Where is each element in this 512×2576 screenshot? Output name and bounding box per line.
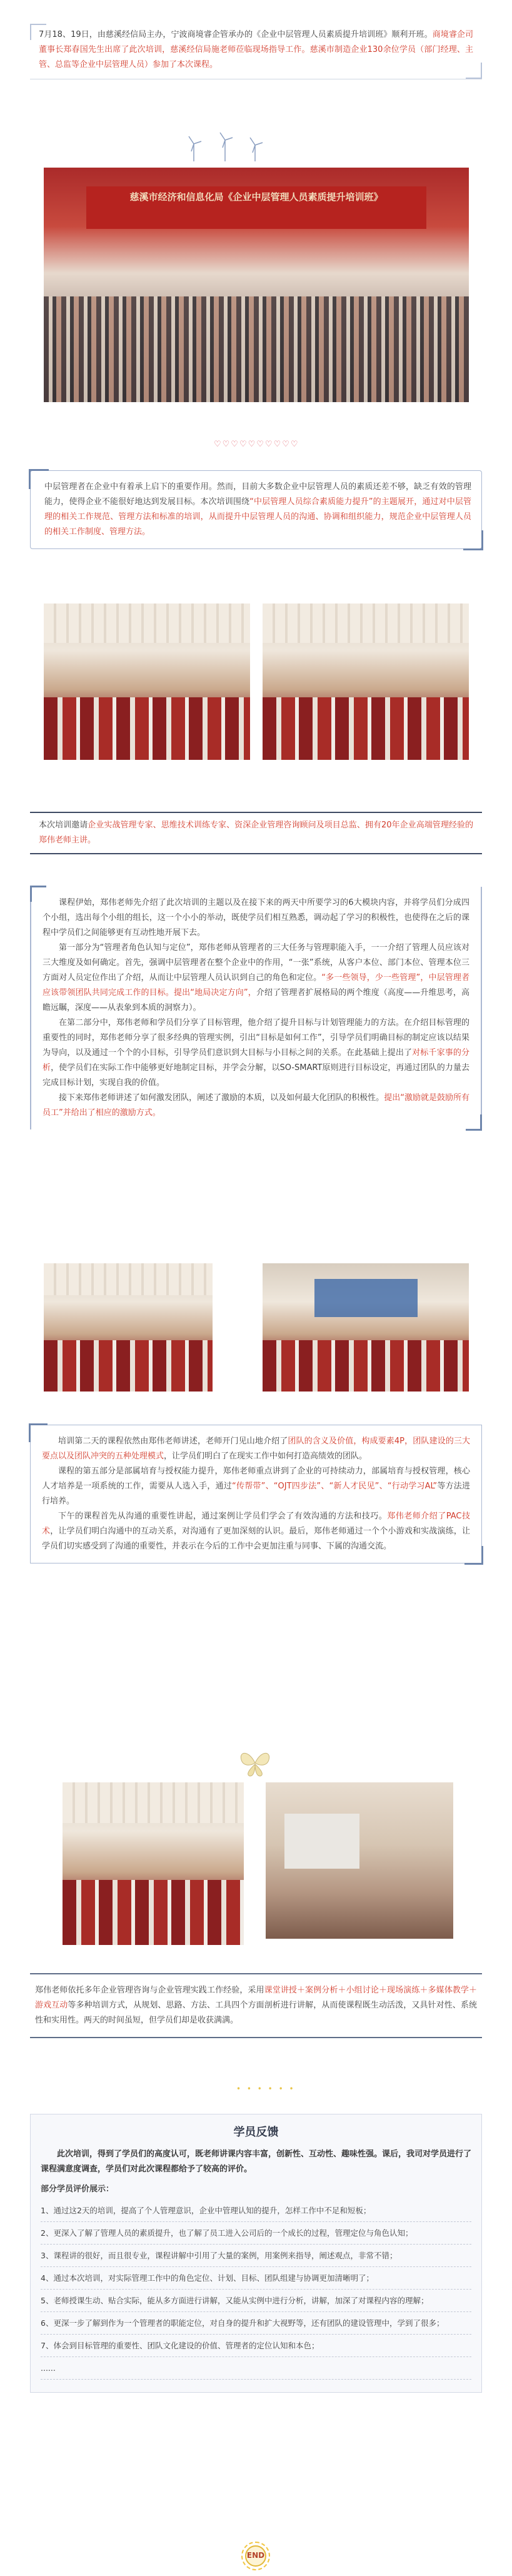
text: 等方法进行培养。 <box>42 1482 470 1506</box>
text: 接下来郑伟老师讲述了如何激发团队，阐述了激励的本质，以及如何最大化团队的积极性。 <box>59 1093 384 1103</box>
butterfly-icon <box>238 1747 273 1779</box>
text: ，让学员们明白了在现实工作中如何打造高绩效的团队。 <box>164 1452 368 1461</box>
text: 培训第二天的课程依然由郑伟老师讲述，老师开门见山地介绍了 <box>58 1437 288 1446</box>
tables <box>44 1340 213 1392</box>
intro-section <box>30 24 482 79</box>
tables <box>44 697 250 760</box>
day-one-section <box>30 887 482 1129</box>
highlight: “多一些领导，少一些管理”，中层管理者应该带领团队共同完成工作的目标。提出“地局决定方向”， <box>43 973 469 998</box>
event-banner-text: 慈溪市经济和信息化局《企业中层管理人员素质提升培训班》 <box>129 191 383 203</box>
wind-turbine-icon <box>175 131 275 163</box>
feedback-item: 3、课程讲的很好，而且很专业，课程讲解中引用了大量的案例，用案例来指导，阐述观点，非常不错； <box>41 2245 471 2267</box>
highlight: 团队的含义及价值，构成要素4P，团队建设的三大要点以及团队冲突的五种处理模式 <box>42 1437 470 1461</box>
paragraph <box>43 1016 469 1091</box>
end-label: END <box>246 2551 265 2560</box>
feedback-item: 2、更深入了解了管理人员的素质提升，也了解了员工进入公司后的一个成长的过程，管理定位与角色认知； <box>41 2222 471 2245</box>
lecturer-paragraph <box>39 818 473 848</box>
text: 课程的第五部分是部属培育与授权能力提升，郑伟老师重点讲到了企业的可持续动力，部属培育与授权管理，核心人才培养是一项系统的工作，需要从人选入手，通过 <box>42 1467 470 1491</box>
feedback-intro: 此次培训，得到了学员们的高度认可，既老师讲课内容丰富，创新性、互动性、趣味性强。课后，我司对学员进行了课程满意度调查，学员们对此次课程都给予了较高的评价。 <box>41 2149 472 2174</box>
feedback-item: 7、体会到目标管理的重要性、团队文化建设的价值、管理者的定位认知和本色； <box>41 2335 471 2357</box>
text: 在第二部分中，郑伟老师和学员们分享了目标管理，他介绍了提升目标与计划管理能力的方法。在介绍目标管理的重要性的同时，郑伟老师分享了很多经典的管理实例，引出“目标是如何工作”，引导学员们明确目标的制定应该以结果为导向，以及通过一个个的小目标，引导学员们意识到大目标与小目标之间的关系。在此基础上提出了 <box>43 1018 469 1058</box>
intro-highlight: 商境睿企司董事长郑春国先生出席了此次培训，慈溪经信局施老师莅临现场指导工作。 <box>39 30 473 54</box>
feedback-item: 6、更深一步了解到作为一个管理者的职能定位，对自身的提升和扩大视野等，还有团队的建设管理中，学到了很多； <box>41 2312 471 2335</box>
dots-divider: • • • • • • <box>236 2084 296 2093</box>
lecturer-highlight: 企业实战管理专家、思维技术训练专家、资深企业管理咨询顾问及项目总监、拥有20年企业高端管理经验的郑伟老师主讲。 <box>39 821 473 845</box>
text: ，让学员们明白沟通中的互动关系，对沟通有了更加深刻的认识。最后，郑伟老师通过一个个小游戏和实战演练，让学员们切实感受到了沟通的重要性，并表示在今后的工作中会更加注重与同事、下属的沟通交流。 <box>42 1527 470 1551</box>
event-banner <box>86 186 426 229</box>
ceiling <box>63 1782 244 1823</box>
end-badge <box>240 2540 271 2572</box>
highlight: 课堂讲授＋案例分析＋小组讨论＋现场演练＋多媒体教学＋游戏互动 <box>35 1986 477 2010</box>
hearts-divider: ♡♡♡♡♡♡♡♡♡♡ <box>214 440 299 449</box>
highlight: “传帮带”、“OJT四步法”、“新人才民见”、“行动学习AL” <box>232 1482 438 1491</box>
paragraph <box>42 1434 470 1464</box>
divider-line <box>30 853 482 854</box>
feedback-section <box>30 2114 482 2393</box>
theme-paragraph <box>44 480 471 540</box>
text: ，使学员们在实际工作中能够更好地制定目标，并学会分解，以SO-SMART原则进行目标设定，再通过团队的力量去完成目标计划，实现自我的价值。 <box>43 1063 469 1088</box>
intro-highlight: 慈溪市制造企业130余位学员（部门经理、主管、总监等企业中层管理人员）参加了本次课程。 <box>39 45 473 69</box>
crowd <box>44 296 469 402</box>
feedback-item: ...... <box>41 2357 471 2380</box>
paragraph <box>35 1983 477 2028</box>
classroom-photo <box>263 604 469 760</box>
feedback-item: 5、老师授课生动、贴合实际，能从多方面进行讲解，又能从实例中进行分析，讲解，加深了对课程内容的理解； <box>41 2290 471 2312</box>
corner-decoration <box>30 24 46 40</box>
feedback-list <box>41 2200 471 2380</box>
projection-screen <box>284 1814 359 1869</box>
intro-paragraph <box>39 28 473 73</box>
paragraph <box>42 1509 470 1554</box>
corner-decoration <box>466 1114 482 1131</box>
group-photo <box>44 168 469 402</box>
classroom-photo <box>63 1782 244 1945</box>
text: 第一部分为“管理者角色认知与定位”，郑伟老师从管理者的三大任务与管理职能入手，一一介绍了管理人员应该对三大维度及如何确定。首先，强调中层管理者在整个企业中的作用，“一张”系统，从客户本位、部门本位、管理本位三方面对人员定位作出了介绍，从而让中层管理人员认识到自己的角色和定位。 <box>43 943 469 982</box>
paragraph: 课程伊始，郑伟老师先介绍了此次培训的主题以及在接下来的两天中所要学习的6大模块内容，并将学员们分成四个小组，选出每个小组的组长，这一个小小的举动，既使学员们相互熟悉，调动起了学习的积极性，也使得在之后的课程中学员们之间能够更有互动性地开展下去。 <box>43 898 469 937</box>
classroom-photo <box>44 604 250 760</box>
day-two-section <box>30 1425 482 1563</box>
lecturer-text: 本次培训邀请 <box>39 821 88 830</box>
divider-line <box>30 812 482 813</box>
ceiling <box>263 604 469 643</box>
tables <box>63 1880 244 1945</box>
feedback-item: 4、通过本次培训，对实际管理工作中的角色定位、计划、目标、团队组建与协调更加清晰明了； <box>41 2267 471 2290</box>
ceiling <box>44 604 250 643</box>
corner-decoration <box>466 63 482 79</box>
tables <box>263 697 469 760</box>
corner-decoration <box>29 469 49 489</box>
lecturer-section <box>30 812 482 854</box>
text: 等多种培训方式，从规划、思路、方法、工具四个方面剖析进行讲解，从而使课程既生动活泼，又具针对性、系统性和实用性。两天的时间虽短，但学员们却是收获满满。 <box>35 2001 477 2025</box>
corner-decoration <box>464 1546 483 1565</box>
highlight: 郑伟老师介绍了PAC技术 <box>42 1512 470 1536</box>
intro-text: 7月18、19日，由慈溪经信局主办，宁波商境睿企管承办的《企业中层管理人员素质提升培训班》顺利开班。 <box>39 30 433 39</box>
projection-screen <box>314 1279 418 1318</box>
method-section <box>30 1973 482 2038</box>
theme-highlight: “中层管理人员综合素质能力提升”的主题展开，通过对中层管理的相关工作规范、管理方法和标准的培训，从而提升中层管理人员的沟通、协调和组织能力，规范企业中层管理人员的相关工作制度、管理方法。 <box>44 497 471 537</box>
text: 郑伟老师依托多年企业管理咨询与企业管理实践工作经验，采用 <box>35 1986 264 1995</box>
feedback-title: 学员反馈 <box>233 2126 279 2139</box>
lecturer-photo <box>266 1782 453 1939</box>
feedback-subtitle: 部分学员评价展示： <box>41 2185 114 2194</box>
corner-decoration <box>29 1423 48 1442</box>
classroom-photo <box>44 1263 213 1392</box>
ceiling <box>44 1263 213 1295</box>
theme-text: 中层管理者在企业中有着承上启下的重要作用。然而，目前大多数企业中层管理人员的素质还差不够，缺乏有效的管理能力，使得企业不能很好地达到发展目标。本次培训围绕 <box>44 482 471 507</box>
paragraph <box>42 1464 470 1509</box>
tables <box>263 1340 469 1392</box>
classroom-photo <box>263 1263 469 1392</box>
text: 介绍了管理者扩展格局的两个维度（高度——升维思考，高瞻远瞩，深度——从表象到本质的洞察力）。 <box>43 988 469 1013</box>
corner-decoration <box>30 886 46 902</box>
paragraph <box>43 1091 469 1121</box>
feedback-item: 1、通过这2天的培训，提高了个人管理意识，企业中管理认知的提升，怎样工作中不足和短板； <box>41 2200 471 2222</box>
text: 下午的课程首先从沟通的重要性讲起，通过案例让学员们学会了有效沟通的方法和技巧。 <box>58 1512 388 1521</box>
highlight: 提出“激励就是鼓励所有员工”并给出了相应的激励方式。 <box>43 1093 469 1118</box>
highlight: 对标千家事的分析 <box>43 1048 469 1073</box>
theme-section <box>30 470 482 549</box>
corner-decoration <box>463 530 483 550</box>
paragraph <box>43 941 469 1016</box>
